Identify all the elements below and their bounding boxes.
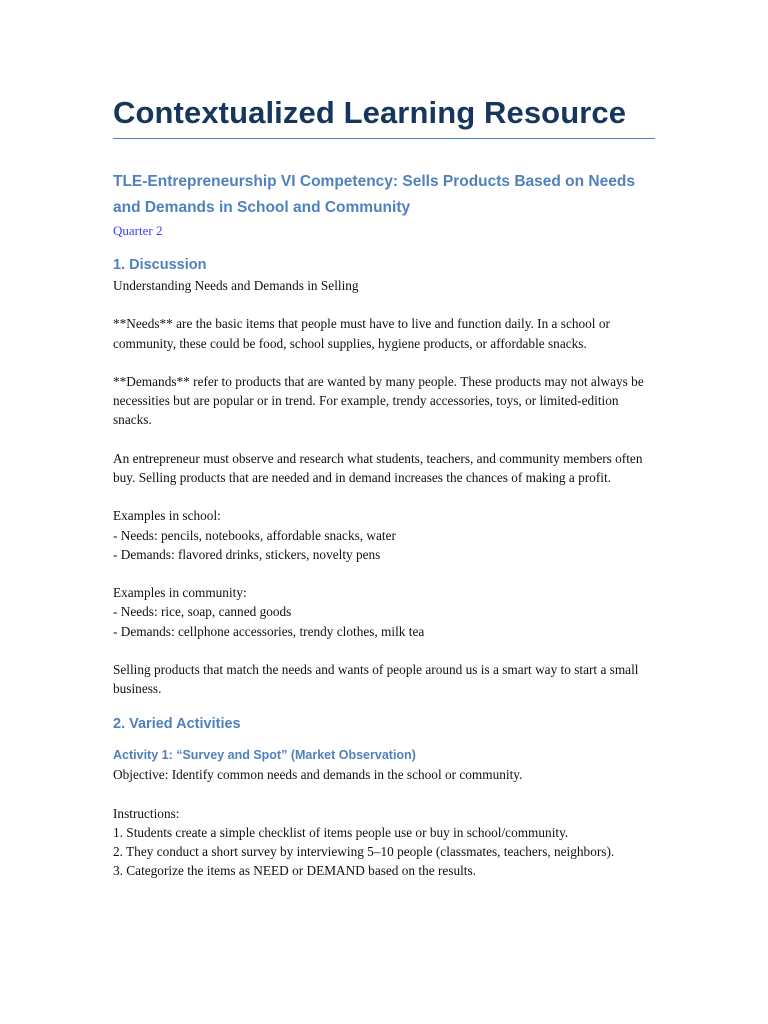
section-activities-heading: 2. Varied Activities	[113, 716, 241, 733]
needs-paragraph: **Needs** are the basic items that people must have to live and function daily. In a school or community, these could be food, school supplies, hygiene products, or affordable snacks.	[113, 316, 610, 351]
competency-subtitle: TLE-Entrepreneurship VI Competency: Sells Products Based on Needs and Demands in School and Community	[113, 173, 635, 216]
activity-1-instructions: Instructions: 1. Students create a simple checklist of items people use or buy in school/community. 2. They conduct a short survey by interviewing 5–10 people (classmates, teachers, neighbors). 3. Categorize the items as NEED or DEMAND based on the results.	[113, 805, 615, 879]
document-title: Contextualized Learning Resource	[113, 95, 627, 130]
closing-paragraph: Selling products that match the needs and wants of people around us is a smart way to start a small business.	[113, 661, 639, 697]
quarter-label: Quarter 2	[113, 223, 163, 238]
activity-1-objective: Objective: Identify common needs and demands in the school or community.	[113, 767, 523, 783]
title-divider	[113, 138, 655, 139]
activity-1-heading: Activity 1: “Survey and Spot” (Market Observation)	[113, 748, 416, 763]
discussion-intro: Understanding Needs and Demands in Selling	[113, 278, 359, 293]
entrepreneur-paragraph: An entrepreneur must observe and research what students, teachers, and community members often buy. Selling products that are needed and in demand increases the chances of making a profit.	[113, 450, 643, 485]
community-examples: Examples in community: - Needs: rice, soap, canned goods - Demands: cellphone accessories, trendy clothes, milk tea	[113, 585, 425, 639]
section-discussion-heading: 1. Discussion	[113, 257, 207, 273]
demands-paragraph: **Demands** refer to products that are wanted by many people. These products may not always be necessities but are popular or in trend. For example, trendy accessories, toys, or limited-edition snacks.	[113, 373, 644, 428]
document-content	[113, 92, 655, 900]
school-examples: Examples in school: - Needs: pencils, notebooks, affordable snacks, water - Demands: flavored drinks, stickers, novelty pens	[113, 508, 396, 562]
